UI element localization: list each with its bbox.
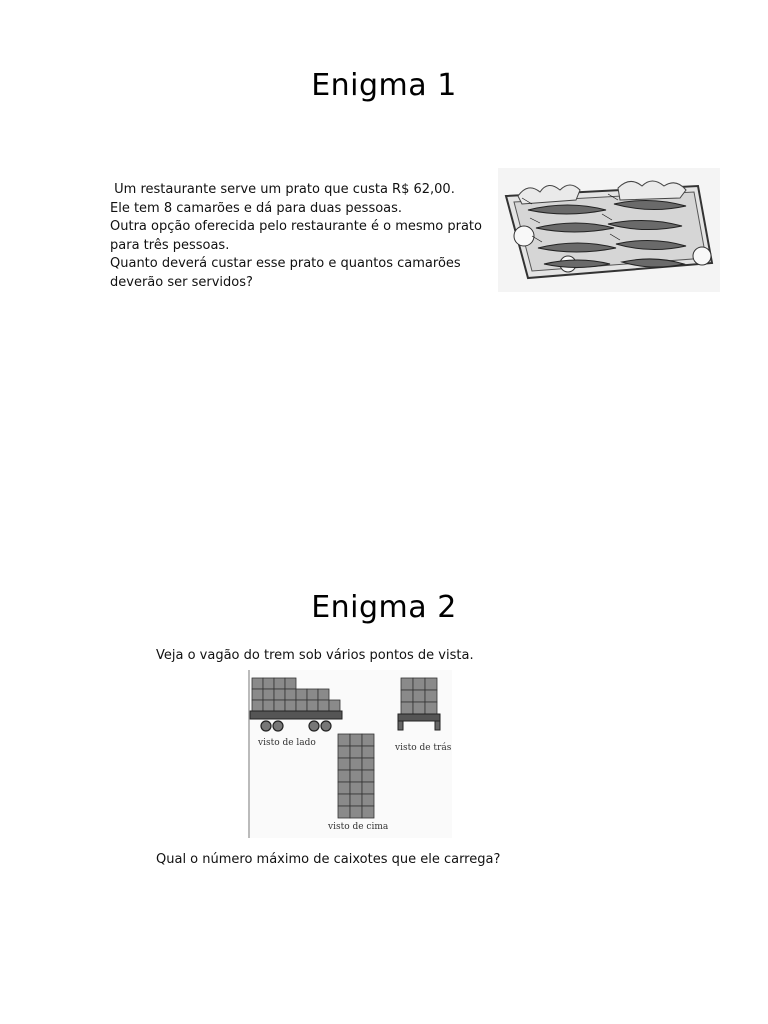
enigma-2-title: Enigma 2 [311, 590, 457, 625]
enigma-1-line: Quanto deverá custar esse prato e quantos camarões [110, 256, 461, 271]
enigma-1-line: para três pessoas. [110, 237, 230, 253]
shrimp-platter-illustration [498, 168, 720, 292]
train-wagon-views-figure [248, 670, 452, 838]
enigma-1-line: deverão ser servidos? [110, 274, 253, 290]
back-view-boxes [401, 678, 437, 714]
back-view-wagon-bed [398, 714, 440, 721]
side-view-label: visto de lado [258, 738, 316, 748]
back-view-label: visto de trás [395, 743, 452, 753]
enigma-1-line: Ele tem 8 camarões e dá para duas pessoas. [110, 200, 403, 216]
enigma-1-line: Outra opção oferecida pelo restaurante é o mesmo prato [110, 219, 482, 234]
top-view-boxes [338, 734, 374, 818]
top-view-label: visto de cima [328, 822, 389, 832]
side-view-wagon-bed [250, 711, 342, 719]
enigma-1-title: Enigma 1 [311, 68, 457, 103]
enigma-2-question: Qual o número máximo de caixotes que ele carrega? [156, 852, 501, 867]
enigma-1-line: Um restaurante serve um prato que custa R$ 62,00. [110, 182, 455, 197]
enigma-1-text [110, 181, 482, 292]
enigma-2-intro: Veja o vagão do trem sob vários pontos de vista. [156, 648, 474, 663]
